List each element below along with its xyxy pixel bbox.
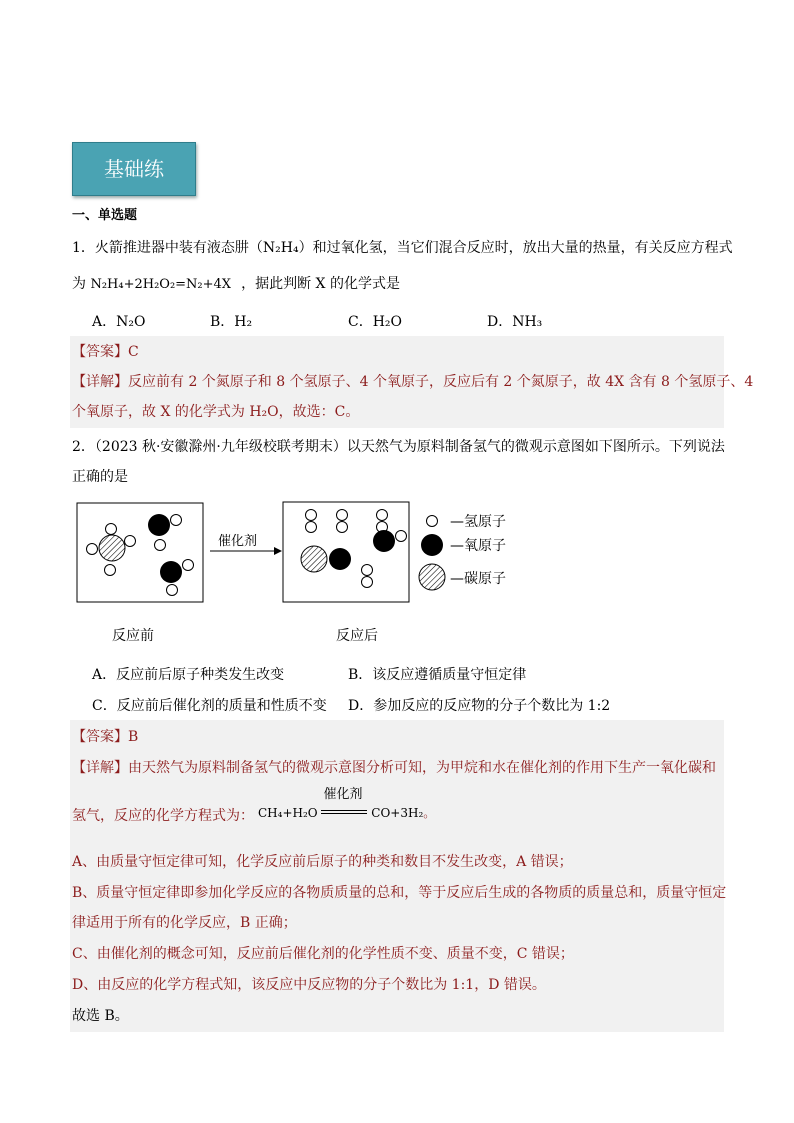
q2-stem-line1: 2．（2023 秋·安徽滁州·九年级校联考期末）以天然气为原料制备氢气的微观示意图如下图所示。下列说法 bbox=[72, 439, 725, 455]
q1-answer: 【答案】C bbox=[72, 344, 139, 360]
q2-option-b: B．该反应遵循质量守恒定律 bbox=[348, 667, 527, 683]
q1-explain-line2: 个氧原子，故 X 的化学式为 H₂O，故选：C。 bbox=[72, 404, 360, 420]
q2-conclusion: 故选 B。 bbox=[72, 1008, 129, 1024]
arrow-head bbox=[274, 547, 282, 555]
q1-option-c: C．H₂O bbox=[348, 314, 403, 330]
legend-carbon: —碳原子 bbox=[450, 571, 506, 587]
q2-equation bbox=[258, 787, 436, 823]
q1-option-d: D．NH₃ bbox=[487, 314, 543, 330]
hydrogen-atom bbox=[125, 536, 136, 547]
oxygen-atom bbox=[148, 514, 170, 536]
before-label: 反应前 bbox=[112, 628, 154, 644]
hydrogen-atom bbox=[183, 560, 194, 571]
q1-stem-suffix: ，据此判断 X 的化学式是 bbox=[241, 276, 400, 292]
legend-oxygen-icon bbox=[421, 534, 443, 556]
hydrogen-atom bbox=[167, 585, 178, 596]
legend-carbon-icon bbox=[419, 564, 445, 590]
eq-condition: 催化剂 bbox=[323, 787, 363, 802]
q2-option-d: D．参加反应的反应物的分子个数比为 1:2 bbox=[348, 698, 611, 714]
arrow-label: 催化剂 bbox=[218, 534, 258, 549]
q1-explain-text: 反应前有 2 个氮原子和 8 个氢原子、4 个氧原子，反应后有 2 个氮原子，故 4X 含有 8 个氢原子、4 bbox=[128, 374, 754, 390]
q1-explain-label: 【详解】 bbox=[72, 374, 128, 390]
q2-explain-line2 bbox=[72, 806, 254, 826]
q2-option-c: C．反应前后催化剂的质量和性质不变 bbox=[92, 698, 327, 714]
q2-option-a: A．反应前后原子种类发生改变 bbox=[92, 667, 285, 683]
eq-condition-arrow bbox=[321, 787, 367, 823]
hydrogen-atom bbox=[171, 515, 182, 526]
q1-equation: N₂H₄+2H₂O₂=N₂+4X bbox=[90, 277, 232, 292]
q2-point-b-line2: 律适用于所有的化学反应，B 正确； bbox=[72, 915, 297, 931]
q2-explain-prefix: 氢气，反应的化学方程式为： bbox=[72, 808, 254, 824]
q2-point-c: C、由催化剂的概念可知，反应前后催化剂的化学性质不变、质量不变，C 错误； bbox=[72, 946, 574, 962]
legend-hydrogen-icon bbox=[427, 516, 438, 527]
after-label: 反应后 bbox=[336, 628, 378, 644]
q2-answer: 【答案】B bbox=[72, 729, 139, 745]
q2-explain-text: 由天然气为原料制备氢气的微观示意图分析可知，为甲烷和水在催化剂的作用下生产一氧化碳和 bbox=[128, 760, 716, 776]
hydrogen-atom bbox=[105, 565, 116, 576]
eq-left: CH₄+H₂O bbox=[258, 806, 318, 820]
hydrogen-atom bbox=[155, 540, 166, 551]
q2-explain-line1 bbox=[72, 758, 716, 778]
carbon-atom bbox=[301, 546, 327, 572]
q2-point-b-line1: B、质量守恒定律即参加化学反应的各物质质量的总和，等于反应后生成的各物质的质量总和，质量守恒定 bbox=[72, 885, 727, 901]
legend-hydrogen: —氢原子 bbox=[450, 514, 506, 530]
hydrogen-atom bbox=[87, 544, 98, 555]
q1-stem-prefix: 为 bbox=[72, 276, 91, 292]
oxygen-atom bbox=[160, 561, 182, 583]
q2-point-d: D、由反应的化学方程式知，该反应中反应物的分子个数比为 1:1，D 错误。 bbox=[72, 977, 546, 993]
q1-option-b: B．H₂ bbox=[210, 314, 253, 330]
q1-option-a: A．N₂O bbox=[92, 314, 146, 330]
q1-stem-line1: 1．火箭推进器中装有液态肼（N₂H₄）和过氧化氢，当它们混合反应时，放出大量的热量，有关反应方程式 bbox=[72, 240, 733, 256]
section-title-box: 基础练 bbox=[72, 142, 196, 196]
oxygen-atom bbox=[373, 530, 395, 552]
legend-oxygen: —氧原子 bbox=[450, 538, 506, 554]
molecule-diagram bbox=[70, 495, 530, 610]
q2-stem-line2: 正确的是 bbox=[72, 469, 128, 485]
eq-end: 。 bbox=[423, 806, 436, 820]
hydrogen-atom bbox=[106, 524, 117, 535]
carbon-atom bbox=[99, 535, 125, 561]
eq-right: CO+3H₂ bbox=[371, 806, 424, 820]
q1-stem-line2 bbox=[72, 274, 400, 295]
part-heading: 一、单选题 bbox=[72, 208, 138, 223]
q2-point-a: A、由质量守恒定律可知，化学反应前后原子的种类和数目不发生改变，A 错误； bbox=[72, 854, 573, 870]
q2-explain-label: 【详解】 bbox=[72, 760, 128, 776]
oxygen-atom bbox=[329, 548, 351, 570]
q1-explain-line1 bbox=[72, 372, 753, 392]
